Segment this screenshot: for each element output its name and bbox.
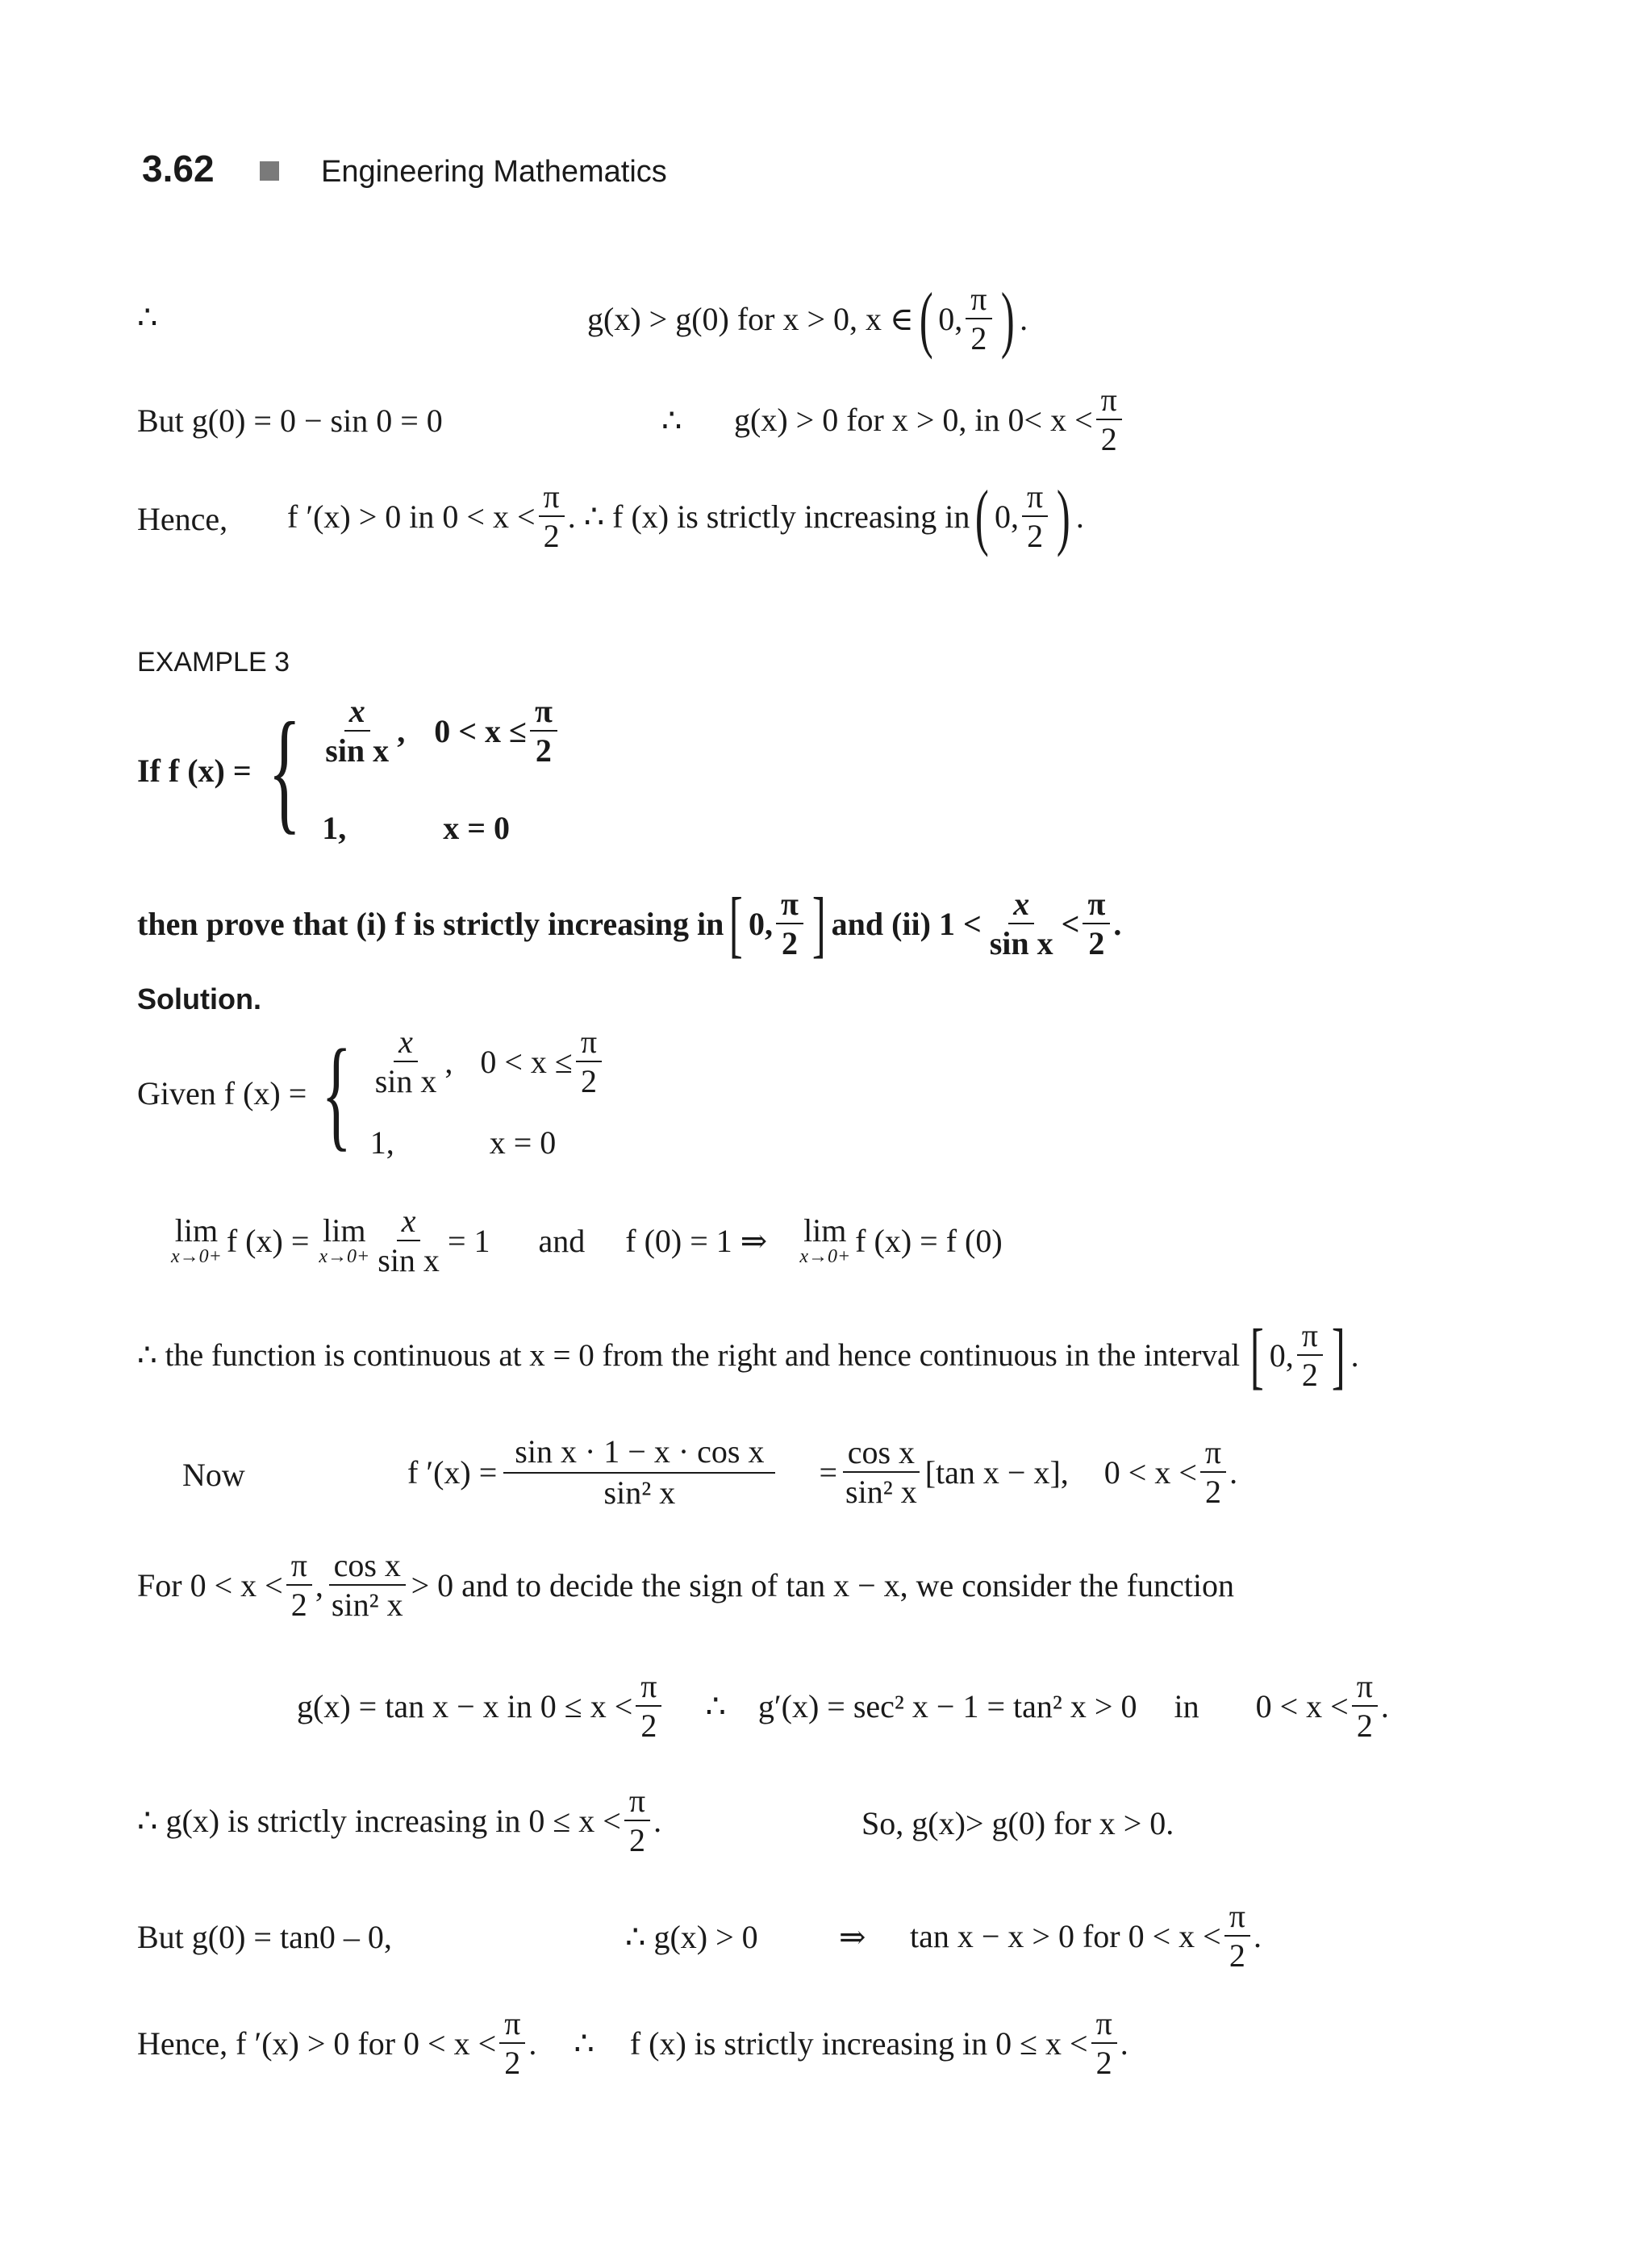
- denominator-2: 2: [1205, 1474, 1222, 1510]
- g-of-x: g(x) = tan x − x in 0 ≤ x <: [297, 1687, 633, 1724]
- pi-symbol: π: [966, 281, 991, 319]
- numerator: cos x: [843, 1435, 920, 1473]
- denominator-2: 2: [640, 1708, 657, 1744]
- condition: x = 0: [489, 1124, 557, 1161]
- interval-start: 0,: [749, 905, 774, 942]
- pi-over-2: [1200, 1435, 1226, 1509]
- left-paren: (: [975, 475, 990, 557]
- cases: [317, 694, 561, 847]
- denominator-2: 2: [1356, 1708, 1373, 1744]
- left-bracket: [: [1250, 1314, 1264, 1396]
- prove-text: and (ii) 1 <: [831, 905, 982, 942]
- pi-symbol: π: [1224, 1899, 1250, 1937]
- g-increasing-statement: [137, 1776, 661, 1865]
- right-paren: ): [1057, 475, 1070, 557]
- pi-over-2: [576, 1024, 602, 1099]
- condition: 0 < x <: [1103, 1453, 1197, 1491]
- pi-symbol: π: [530, 694, 557, 732]
- statement-text: f ′(x) > 0 in 0 < x <: [287, 498, 536, 535]
- limit-2: [319, 1212, 370, 1267]
- statement-end: .: [1075, 498, 1084, 535]
- page-number: 3.62: [142, 148, 215, 190]
- denominator-2: 2: [1229, 1937, 1245, 1974]
- pi-symbol: π: [776, 886, 803, 924]
- denominator-2: 2: [970, 320, 987, 357]
- condition: 0 < x <: [1255, 1687, 1349, 1724]
- statement-end: .: [1380, 1687, 1389, 1724]
- pi-symbol: π: [1022, 479, 1048, 517]
- denominator: sin² x: [331, 1587, 403, 1623]
- case-2: [317, 809, 561, 847]
- denominator: sin x: [989, 925, 1053, 961]
- x-over-sinx: [373, 1203, 444, 1278]
- cases: [367, 1024, 605, 1161]
- pi-over-2: [1297, 1318, 1323, 1392]
- lim-subscript: x→0+: [319, 1246, 370, 1267]
- pi-over-2: [966, 281, 991, 356]
- statement-text: For 0 < x <: [137, 1566, 283, 1603]
- sign-decision-statement: [137, 1541, 1234, 1629]
- pi-over-2: [636, 1669, 661, 1743]
- derivative-positive-statement: [287, 472, 1084, 561]
- pi-over-2: [1224, 1899, 1250, 1973]
- hence-label: Hence,: [137, 501, 228, 537]
- pi-over-2: [286, 1548, 312, 1622]
- continuity-text: ∴ the function is continuous at x = 0 from the right and hence continuous in the interval: [137, 1337, 1241, 1373]
- pi-symbol: π: [539, 479, 565, 517]
- implies-arrow: ⇒: [839, 1919, 866, 1955]
- f-prime: f ′(x) =: [407, 1453, 498, 1491]
- interval-start: 0,: [995, 498, 1020, 535]
- statement-end: .: [1229, 1453, 1238, 1491]
- condition: x = 0: [443, 810, 511, 846]
- statement-end: .: [1253, 1917, 1262, 1954]
- less-than: <: [1061, 905, 1080, 942]
- statement-g-greater: [587, 274, 1028, 363]
- limit-3: [799, 1212, 851, 1267]
- pi-over-2: [530, 694, 557, 768]
- pi-symbol: π: [624, 1783, 650, 1821]
- tan-minus-x-positive: [910, 1891, 1262, 1980]
- cosx-over-sin2x: [327, 1548, 408, 1622]
- numerator: x: [1008, 886, 1034, 924]
- pi-symbol: π: [1297, 1318, 1323, 1356]
- statement-text: g(x) > g(0) for x > 0, x ∈: [587, 300, 914, 337]
- lim-word: lim: [803, 1212, 847, 1249]
- numerator: x: [394, 1024, 418, 1062]
- pi-over-2: [1096, 382, 1122, 457]
- denominator-2: 2: [543, 518, 560, 554]
- interval-start: 0,: [1269, 1337, 1294, 1374]
- numerator: x: [397, 1203, 421, 1241]
- prove-statement: [137, 875, 1121, 972]
- therefore-symbol: ∴: [705, 1687, 726, 1724]
- denominator-2: 2: [1088, 925, 1105, 961]
- case-2: [367, 1124, 605, 1161]
- comma: ,: [444, 1043, 453, 1080]
- example-heading: EXAMPLE 3: [137, 647, 290, 678]
- comma: ,: [315, 1566, 323, 1603]
- derivative-expression: [407, 1424, 1237, 1520]
- lim-subscript: x→0+: [171, 1246, 222, 1267]
- case-1: [367, 1024, 605, 1099]
- g-prime: g′(x) = sec² x − 1 = tan² x > 0: [757, 1687, 1137, 1724]
- book-title: Engineering Mathematics: [321, 155, 667, 189]
- denominator: sin x: [325, 732, 390, 769]
- numerator: cos x: [329, 1548, 406, 1586]
- quotient-rule-fraction: [503, 1434, 775, 1510]
- bracket-term: [tan x − x],: [924, 1453, 1069, 1491]
- denominator-2: 2: [504, 2045, 521, 2081]
- limit-1: [171, 1212, 222, 1267]
- statement-end: .: [653, 1802, 662, 1839]
- denominator-2: 2: [628, 1822, 645, 1858]
- denominator: sin² x: [845, 1474, 917, 1510]
- statement-text: ∴ g(x) is strictly increasing in 0 ≤ x <: [137, 1802, 621, 1839]
- value: 1,: [369, 1124, 394, 1161]
- pi-over-2: [539, 479, 565, 553]
- denominator: sin x: [378, 1242, 440, 1278]
- pi-symbol: π: [1091, 2006, 1117, 2044]
- final-derivative-statement: [137, 1999, 1128, 2087]
- left-bracket: [: [729, 882, 744, 965]
- therefore-symbol: ∴: [137, 299, 158, 336]
- f-of-x: f (x) =: [226, 1222, 310, 1259]
- lim-word: lim: [174, 1212, 219, 1249]
- lim-word: lim: [323, 1212, 366, 1249]
- right-paren: ): [1000, 277, 1015, 360]
- pi-symbol: π: [1200, 1435, 1226, 1473]
- statement-end: .: [1120, 2025, 1128, 2062]
- equals-one: = 1: [447, 1222, 490, 1259]
- denominator-2: 2: [580, 1063, 597, 1100]
- statement-text: Hence, f ′(x) > 0 for 0 < x <: [137, 2025, 497, 2062]
- but-g0-statement: But g(0) = 0 − sin 0 = 0: [137, 402, 443, 439]
- denominator: sin² x: [603, 1474, 676, 1511]
- f-of-zero: f (0) = 1 ⇒: [625, 1222, 768, 1259]
- final-conclusion: f (x) is strictly increasing in 0 ≤ x <: [629, 2025, 1088, 2062]
- given-f-equals: Given f (x) =: [137, 1074, 307, 1111]
- pi-symbol: π: [499, 2006, 525, 2044]
- statement-text: . ∴ f (x) is strictly increasing in: [567, 498, 970, 535]
- denominator-2: 2: [1100, 421, 1117, 457]
- pi-over-2: [624, 1783, 650, 1858]
- statement-end: .: [1350, 1337, 1359, 1374]
- denominator-2: 2: [1027, 518, 1044, 554]
- denominator-2: 2: [1095, 2045, 1112, 2081]
- given-definition: [137, 1024, 605, 1161]
- left-brace: {: [268, 694, 301, 846]
- solution-heading: Solution.: [137, 982, 261, 1015]
- case-1: [317, 694, 561, 768]
- left-paren: (: [919, 277, 933, 360]
- right-bracket: ]: [811, 882, 826, 965]
- statement-end: .: [528, 2025, 537, 2062]
- pi-symbol: π: [1352, 1669, 1378, 1707]
- left-brace: {: [321, 1023, 353, 1162]
- condition: 0 < x ≤: [480, 1043, 573, 1080]
- g-greater-g0: So, g(x)> g(0) for x > 0.: [861, 1805, 1174, 1841]
- pi-over-2: [1022, 479, 1048, 553]
- value: 1,: [322, 810, 347, 846]
- pi-over-2: [499, 2006, 525, 2080]
- in-word: in: [1174, 1687, 1199, 1724]
- prove-text: then prove that (i) f is strictly increasing in: [137, 905, 724, 942]
- now-label: Now: [182, 1457, 245, 1493]
- statement-end: .: [1020, 300, 1028, 337]
- condition: 0 < x ≤: [434, 712, 527, 749]
- statement-text: g(x) > 0 for x > 0, in 0< x <: [734, 401, 1093, 438]
- g-positive-statement: [734, 379, 1125, 460]
- denominator-2: 2: [1301, 1357, 1318, 1393]
- piecewise-definition: [137, 694, 561, 847]
- statement-text: tan x − x > 0 for 0 < x <: [910, 1917, 1221, 1954]
- x-over-sinx: [320, 694, 394, 768]
- numerator: sin x · 1 − x · cos x: [503, 1434, 775, 1474]
- pi-over-2: [1083, 886, 1110, 961]
- cosx-over-sin2x: [841, 1435, 922, 1509]
- but-g0-tan: But g(0) = tan0 – 0,: [137, 1919, 392, 1955]
- therefore-symbol: ∴: [661, 402, 682, 439]
- numerator: x: [344, 694, 370, 732]
- lim-subscript: x→0+: [799, 1246, 851, 1267]
- interval-start: 0,: [938, 300, 963, 337]
- right-bracket: ]: [1331, 1314, 1345, 1396]
- therefore-symbol: ∴: [574, 2025, 594, 2062]
- pi-symbol: π: [1096, 382, 1122, 420]
- g-definition: [297, 1662, 1389, 1750]
- denominator: sin x: [374, 1063, 437, 1100]
- and-word: and: [538, 1222, 586, 1259]
- x-over-sinx: [370, 1024, 442, 1099]
- denominator-2: 2: [290, 1587, 307, 1623]
- statement-text: > 0 and to decide the sign of tan x − x, we consider the function: [411, 1566, 1234, 1603]
- header-square-icon: [260, 161, 279, 181]
- pi-over-2: [1091, 2006, 1117, 2080]
- f-of-x-equals-f-zero: f (x) = f (0): [855, 1222, 1003, 1259]
- pi-over-2: [1352, 1669, 1378, 1743]
- x-over-sinx: [985, 886, 1058, 961]
- pi-over-2: [776, 886, 803, 961]
- g-positive: ∴ g(x) > 0: [625, 1919, 758, 1955]
- pi-symbol: π: [636, 1669, 661, 1707]
- pi-symbol: π: [1083, 886, 1110, 924]
- continuity-statement: [137, 1311, 1359, 1399]
- limit-statement: [171, 1192, 1003, 1289]
- comma: ,: [397, 712, 406, 749]
- pi-symbol: π: [576, 1024, 602, 1062]
- pi-symbol: π: [286, 1548, 312, 1586]
- if-f-equals: If f (x) =: [137, 752, 252, 789]
- denominator-2: 2: [781, 925, 798, 961]
- equals: =: [819, 1453, 838, 1491]
- denominator-2: 2: [535, 732, 552, 769]
- statement-end: .: [1113, 905, 1122, 942]
